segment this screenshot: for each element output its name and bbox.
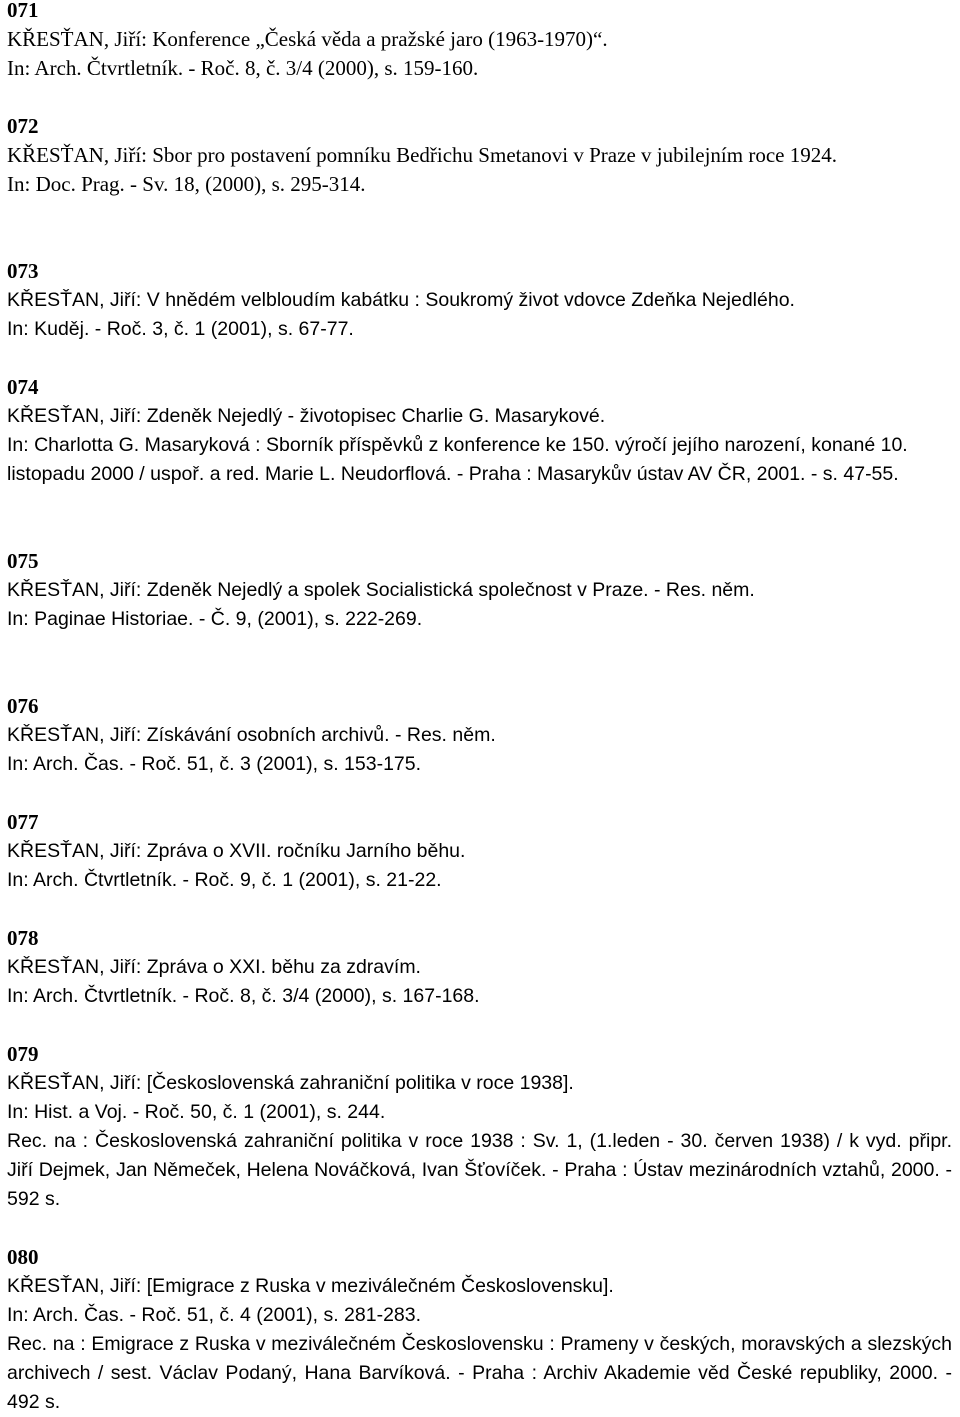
bibliography-entry-079 xyxy=(7,1040,952,1214)
entry-source: In: Paginae Historiae. - Č. 9, (2001), s. 222-269. xyxy=(7,608,423,630)
entry-source: In: Doc. Prag. - Sv. 18, (2000), s. 295-314. xyxy=(7,172,366,196)
entry-number: 071 xyxy=(7,0,39,22)
entry-title: KŘESŤAN, Jiří: Zpráva o XXI. běhu za zdravím. xyxy=(7,956,421,978)
entry-title: KŘESŤAN, Jiří: Zdeněk Nejedlý a spolek Socialistická společnost v Praze. - Res. něm. xyxy=(7,579,755,601)
entry-title: KŘESŤAN, Jiří: [Československá zahraniční politika v roce 1938]. xyxy=(7,1072,574,1094)
entry-title: KŘESŤAN, Jiří: Konference „Česká věda a pražské jaro (1963-1970)“. xyxy=(7,27,608,51)
bibliography-entry-074 xyxy=(7,373,952,489)
entry-number: 080 xyxy=(7,1245,39,1269)
entry-title: KŘESŤAN, Jiří: Zdeněk Nejedlý - životopisec Charlie G. Masarykové. xyxy=(7,405,606,427)
bibliography-entry-080 xyxy=(7,1243,952,1417)
entry-number: 079 xyxy=(7,1042,39,1066)
entry-number: 075 xyxy=(7,549,39,573)
bibliography-entry-075 xyxy=(7,547,952,634)
bibliography-entry-078 xyxy=(7,924,952,1011)
entry-source: In: Charlotta G. Masaryková : Sborník příspěvků z konference ke 150. výročí jejího narození, konané 10. listopadu 2000 / uspoř. a red. Marie L. Neudorflová. - Praha : Masarykův ústav AV ČR, 2001. - s. 47-55. xyxy=(7,434,908,485)
entry-title: KŘESŤAN, Jiří: Zpráva o XVII. ročníku Jarního běhu. xyxy=(7,840,466,862)
entry-number: 072 xyxy=(7,114,39,138)
entry-source: In: Hist. a Voj. - Roč. 50, č. 1 (2001), s. 244. xyxy=(7,1101,386,1123)
entry-source: In: Arch. Čas. - Roč. 51, č. 3 (2001), s. 153-175. xyxy=(7,753,422,775)
entry-number: 074 xyxy=(7,375,39,399)
bibliography-entry-077 xyxy=(7,808,952,895)
entry-title: KŘESŤAN, Jiří: V hnědém velbloudím kabátku : Soukromý život vdovce Zdeňka Nejedlého. xyxy=(7,289,795,311)
entry-source: In: Arch. Čtvrtletník. - Roč. 8, č. 3/4 (2000), s. 159-160. xyxy=(7,56,479,80)
bibliography-entry-076 xyxy=(7,692,952,779)
entry-source: In: Arch. Čtvrtletník. - Roč. 9, č. 1 (2001), s. 21-22. xyxy=(7,869,442,891)
entry-source: In: Arch. Čas. - Roč. 51, č. 4 (2001), s. 281-283. xyxy=(7,1304,422,1326)
entry-review: Rec. na : Emigrace z Ruska v meziválečném Československu : Prameny v českých, moravských a slezských archivech / sest. Václav Podaný, Hana Barvíková. - Praha : Archiv Akademie věd České republiky, 2000. - 492 s. xyxy=(7,1333,952,1413)
entry-source: In: Arch. Čtvrtletník. - Roč. 8, č. 3/4 (2000), s. 167-168. xyxy=(7,985,480,1007)
entry-number: 078 xyxy=(7,926,39,950)
entry-number: 077 xyxy=(7,810,39,834)
entry-title: KŘESŤAN, Jiří: Sbor pro postavení pomníku Bedřichu Smetanovi v Praze v jubilejním roce 1924. xyxy=(7,143,837,167)
bibliography-entry-072 xyxy=(7,112,952,199)
bibliography-entry-073 xyxy=(7,257,952,344)
entry-title: KŘESŤAN, Jiří: [Emigrace z Ruska v meziválečném Československu]. xyxy=(7,1275,614,1297)
entry-source: In: Kuděj. - Roč. 3, č. 1 (2001), s. 67-77. xyxy=(7,318,354,340)
entry-number: 073 xyxy=(7,259,39,283)
entry-title: KŘESŤAN, Jiří: Získávání osobních archivů. - Res. něm. xyxy=(7,724,496,746)
bibliography-entry-071 xyxy=(7,0,952,83)
entry-number: 076 xyxy=(7,694,39,718)
entry-review: Rec. na : Československá zahraniční politika v roce 1938 : Sv. 1, (1.leden - 30. červen 1938) / k vyd. připr. Jiří Dejmek, Jan Němeček, Helena Nováčková, Ivan Šťovíček. - Praha : Ústav mezinárodních vztahů, 2000. - 592 s. xyxy=(7,1130,952,1210)
